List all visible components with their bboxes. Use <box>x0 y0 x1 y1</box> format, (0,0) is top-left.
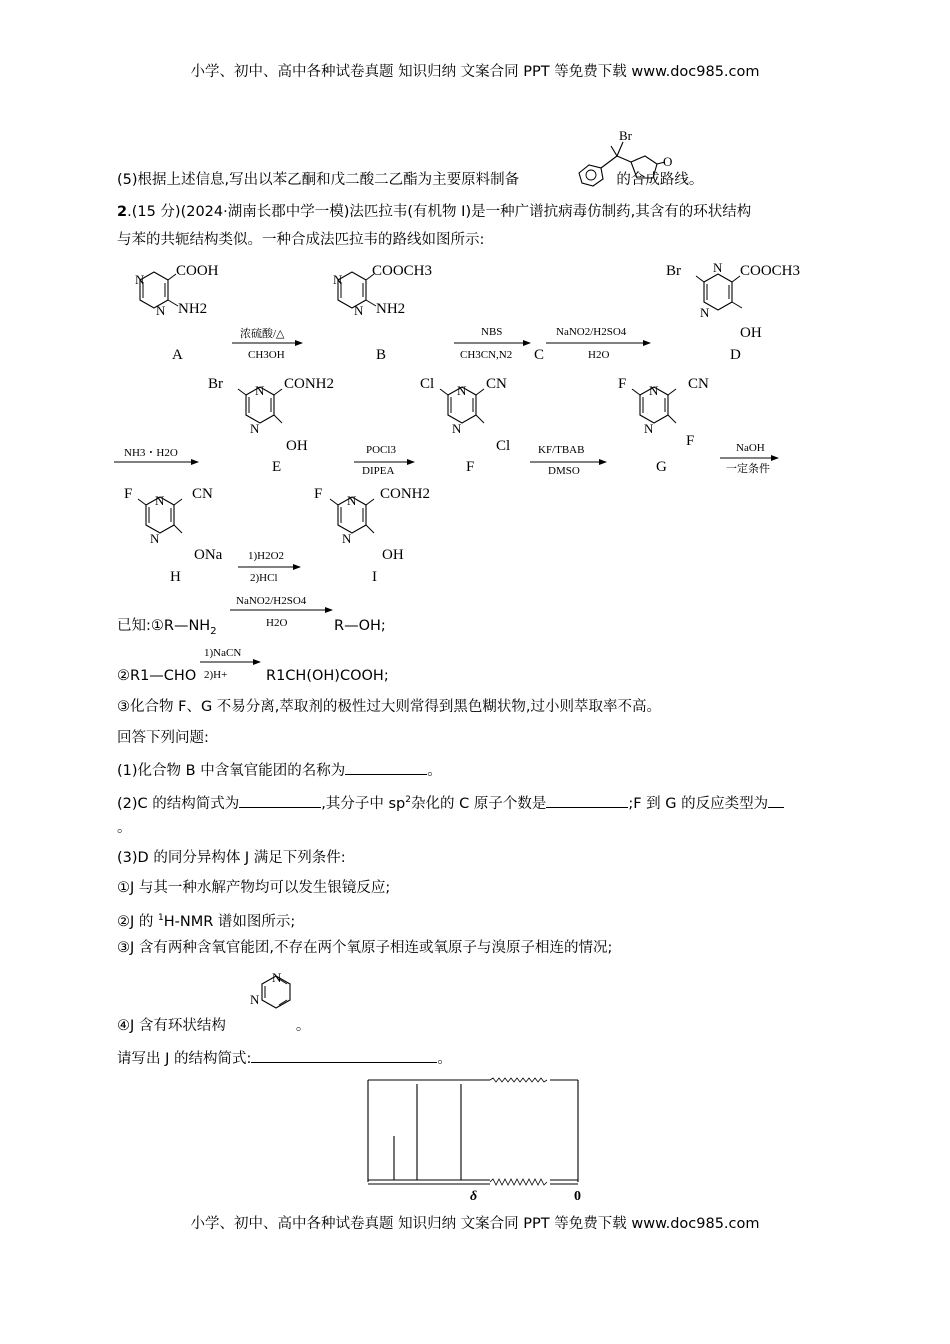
arrow7-top: NaOH <box>736 442 765 454</box>
synthesis-scheme <box>110 255 830 595</box>
q2-part-e: 。 <box>117 820 132 836</box>
g-sub0: F <box>618 376 627 392</box>
q3-c2-part-a: ②J 的 <box>117 913 158 930</box>
ring-n: N <box>135 272 145 287</box>
q3-answer-blank[interactable] <box>251 1048 437 1063</box>
g-sub1: CN <box>688 376 709 392</box>
arrow3-top: NaNO2/H2SO4 <box>556 326 627 338</box>
ring-n: N <box>713 260 723 275</box>
ring-n: N <box>347 493 357 508</box>
arrow6-top: KF/TBAB <box>538 444 585 456</box>
q3-condition-3: ③J 含有两种含氧官能团,不存在两个氧原子相连或氧原子与溴原子相连的情况; <box>117 940 613 956</box>
q1-answer-blank[interactable] <box>345 760 427 775</box>
pyrimidine-ring <box>244 968 308 1032</box>
q3-c2-part-b: H-NMR 谱如图所示; <box>163 913 296 930</box>
q2-part-b: ,其分子中 sp <box>321 795 406 812</box>
label-i: I <box>372 569 377 585</box>
ring-n: N <box>156 303 166 318</box>
i-sub2: OH <box>382 547 404 563</box>
ring-n: N <box>250 421 260 436</box>
d-sub2: OH <box>740 325 762 341</box>
known-2-prefix: ②R1—CHO <box>117 668 197 684</box>
arrow6-bot: DMSO <box>548 465 580 477</box>
known-3: ③化合物 F、G 不易分离,萃取剂的极性过大则常得到黑色糊状物,过小则萃取率不高。 <box>117 699 662 715</box>
known-2-top: 1)NaCN <box>204 647 242 659</box>
known-1: 已知$:①R—NH_2$ <box>117 618 217 637</box>
g-sub2: F <box>686 433 695 449</box>
compound-g <box>618 376 709 475</box>
h-sub2: ONa <box>194 547 223 563</box>
ring-n: N <box>255 383 265 398</box>
q2-part-c: 杂化的 C 原子个数是 <box>411 795 547 812</box>
label-d: D <box>730 347 741 363</box>
label-h: H <box>170 569 181 585</box>
q5-br-label: Br <box>619 128 632 143</box>
page-header: 小学、初中、高中各种试卷真题 知识归纳 文案合同 PPT 等免费下载 www.doc985.com <box>190 64 760 80</box>
ring-n: N <box>272 970 282 985</box>
compound-b <box>333 263 432 363</box>
f-sub1: CN <box>486 376 507 392</box>
i-sub1: CONH2 <box>380 486 431 502</box>
arrow1-bot: CH3OH <box>248 349 285 361</box>
q3-condition-1: ①J 与其一种水解产物均可以发生银镜反应; <box>117 880 391 896</box>
arrow5-bot: DIPEA <box>362 465 395 477</box>
q2-part-a: (2)C 的结构简式为 <box>117 795 240 812</box>
known-1-bot: H2O <box>266 617 288 629</box>
q5-target-molecule <box>573 128 683 190</box>
known-1-top: NaNO2/H2SO4 <box>236 595 307 607</box>
h-sub1: CN <box>192 486 213 502</box>
arrow7-bot: 一定条件 <box>726 463 770 475</box>
q1-text: (1)化合物 B 中含氧官能团的名称为 <box>117 763 346 779</box>
q3-ask-end: 。 <box>437 1051 452 1067</box>
arrow5-top: POCl3 <box>366 444 396 456</box>
q3-c4-end: 。 <box>295 1018 311 1034</box>
q2-structure-blank[interactable] <box>239 793 321 808</box>
q2-line1: .(15 分)(2024·湖南长郡中学一模)法匹拉韦(有机物 I)是一种广谱抗病毒仿制药,其含有的环状结构 <box>127 204 752 220</box>
q2-line2: 与苯的共轭结构类似。一种合成法匹拉韦的路线如图所示: <box>117 232 485 248</box>
label-a: A <box>172 347 183 363</box>
ring-n: N <box>649 383 659 398</box>
known-2-product: R1CH(OH)COOH; <box>266 668 389 684</box>
f-sub0: Cl <box>420 376 435 392</box>
ring-n: N <box>457 383 467 398</box>
ring-n: N <box>250 992 260 1007</box>
q2-part-d: ;F 到 G 的反应类型为 <box>628 795 769 812</box>
compound-h <box>124 486 223 585</box>
subquestion-2: (2)C 的结构简式为 ,其分子中 $sp^2$杂化的 C 原子个数是 ;F 到 G 的反应类型为 <box>117 790 784 814</box>
q3-c4-text: ④J 含有环状结构 <box>117 1018 226 1034</box>
known-1-prefix: 已知:①R—NH <box>117 618 211 634</box>
f-sub2: Cl <box>496 438 511 454</box>
compound-e <box>208 376 334 475</box>
arrow8-bot: 2)HCl <box>250 572 278 584</box>
q2-number: 2 <box>117 204 128 220</box>
ring-n: N <box>644 421 654 436</box>
subquestion-1 <box>117 760 442 781</box>
known-2-bot: 2)H+ <box>204 669 228 681</box>
compound-a <box>135 263 219 363</box>
a-sub2: NH2 <box>178 301 208 317</box>
compound-d <box>666 260 800 363</box>
label-c: C <box>534 347 545 363</box>
known-1-product: R—OH; <box>334 618 386 634</box>
a-sub1: COOH <box>176 263 219 279</box>
label-b: B <box>376 347 387 363</box>
known-1-arrow <box>228 590 338 634</box>
ring-n: N <box>342 531 352 546</box>
d-sub0: Br <box>666 263 681 279</box>
q3-ask-text: 请写出 J 的结构简式: <box>117 1051 252 1067</box>
q5-text-before: (5)根据上述信息,写出以苯乙酮和戊二酸二乙酯为主要原料制备 <box>117 172 520 188</box>
ring-n: N <box>354 303 364 318</box>
q3-condition-2: ②J 的 $^1$H-NMR 谱如图所示; <box>117 913 296 930</box>
b-sub1: COOCH3 <box>372 263 433 279</box>
e-sub1: CONH2 <box>284 376 335 392</box>
ring-n: N <box>155 493 165 508</box>
label-f: F <box>466 459 475 475</box>
e-sub2: OH <box>286 438 308 454</box>
question-2-line1 <box>117 202 751 222</box>
b-sub2: NH2 <box>376 301 406 317</box>
nmr-delta-label: δ <box>470 1189 478 1204</box>
compound-i <box>314 486 430 585</box>
h-sub0: F <box>124 486 133 502</box>
ring-n: N <box>700 305 710 320</box>
label-e: E <box>272 459 282 475</box>
nmr-zero-label: 0 <box>574 1189 581 1204</box>
arrow4-top: NH3・H2O <box>124 447 178 459</box>
arrow8-top: 1)H2O2 <box>248 550 285 562</box>
q2-count-blank[interactable] <box>546 793 628 808</box>
q1-end: 。 <box>427 763 442 779</box>
q5-text-after: 的合成路线。 <box>616 172 704 188</box>
e-sub0: Br <box>208 376 223 392</box>
known-2-arrow <box>198 642 268 686</box>
d-sub1: COOCH3 <box>740 263 801 279</box>
nmr-spectrum <box>360 1072 590 1206</box>
q3-intro: (3)D 的同分异构体 J 满足下列条件: <box>117 850 346 866</box>
i-sub0: F <box>314 486 323 502</box>
ring-n: N <box>150 531 160 546</box>
q3-ask <box>117 1048 452 1069</box>
page-footer: 小学、初中、高中各种试卷真题 知识归纳 文案合同 PPT 等免费下载 www.doc985.com <box>190 1216 760 1232</box>
arrow2-top: NBS <box>481 326 503 338</box>
answer-prompt: 回答下列问题: <box>117 730 209 746</box>
arrow2-bot: CH3CN,N2 <box>460 349 513 361</box>
ring-n: N <box>333 272 343 287</box>
ring-n: N <box>452 421 462 436</box>
arrow1-top: 浓硫酸/△ <box>240 328 285 340</box>
q5-o-label: O <box>663 154 673 169</box>
q2-type-blank[interactable] <box>768 793 784 808</box>
arrow3-bot: H2O <box>588 349 610 361</box>
label-g: G <box>656 459 667 475</box>
compound-f <box>420 376 510 475</box>
